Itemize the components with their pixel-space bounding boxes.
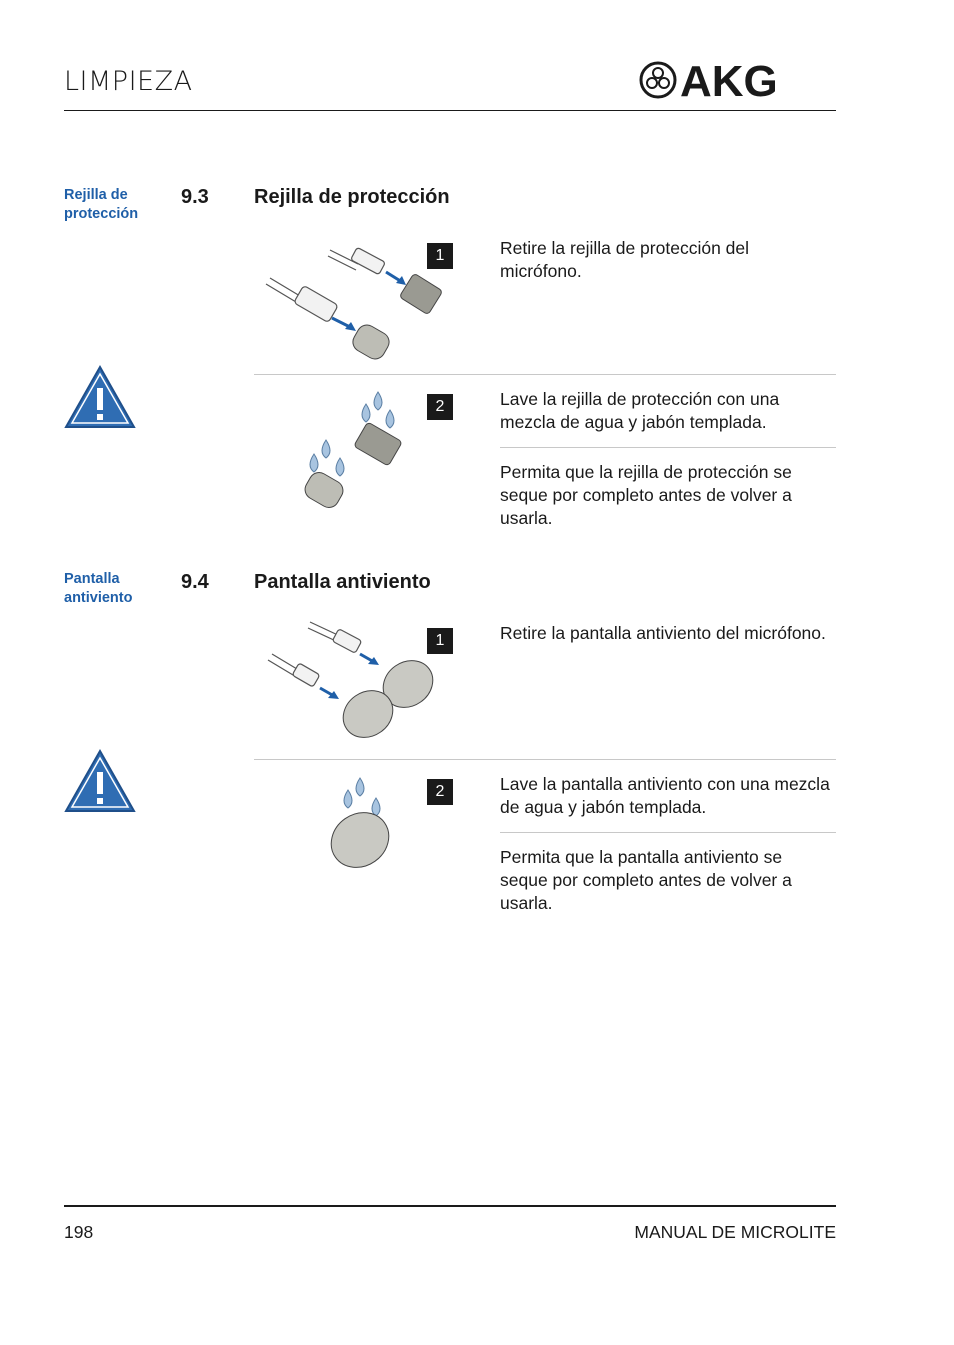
step-badge: 1 [427, 628, 453, 654]
section-title: Rejilla de protección [254, 186, 450, 208]
step-text: Retire la pantalla antiviento del micrófono. [500, 623, 826, 643]
step-text: Lave la pantalla antiviento con una mezcla de agua y jabón templada. [500, 774, 830, 817]
header-rule [64, 110, 836, 111]
warning-icon [63, 364, 137, 430]
step-text: Permita que la pantalla antiviento se seque por completo antes de volver a usarla. [500, 847, 792, 913]
drop-icon [344, 778, 380, 816]
step-text: Lave la rejilla de protección con una mezcla de agua y jabón templada. [500, 389, 780, 432]
section-number: 9.4 [181, 571, 209, 593]
divider [500, 447, 836, 448]
side-label-pantalla: Pantalla antiviento [64, 571, 133, 606]
side-label-rejilla: Rejilla de protección [64, 187, 139, 222]
divider [254, 374, 836, 375]
section-title: Pantalla antiviento [254, 571, 431, 593]
warning-icon [63, 748, 137, 814]
step-badge: 2 [427, 779, 453, 805]
step-badge: 2 [427, 394, 453, 420]
section-number: 9.3 [181, 186, 209, 208]
page-title: LIMPIEZA [64, 66, 193, 97]
divider [254, 759, 836, 760]
remove-windscreen-illustration [264, 620, 444, 740]
step-text: Retire la rejilla de protección del micrófono. [500, 238, 750, 281]
divider [500, 832, 836, 833]
page-number: 198 [64, 1222, 94, 1242]
step-text: Permita que la rejilla de protección se seque por completo antes de volver a usarla. [500, 462, 792, 528]
akg-logo [638, 58, 822, 102]
remove-grille-illustration [256, 236, 456, 360]
manual-title: MANUAL DE MICROLITE [634, 1222, 836, 1242]
wash-windscreen-illustration [322, 774, 402, 874]
footer-rule [64, 1205, 836, 1207]
logo-text: AKG [680, 58, 778, 102]
step-badge: 1 [427, 243, 453, 269]
arrow-icon [332, 272, 406, 331]
wash-grille-illustration [300, 388, 420, 510]
